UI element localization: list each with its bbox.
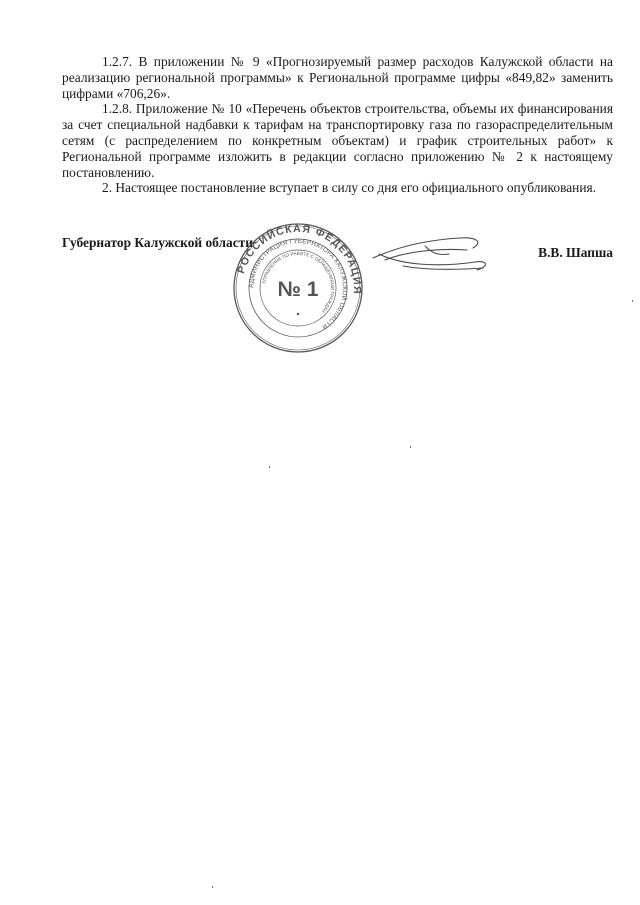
handwritten-signature	[365, 228, 495, 278]
paragraph-1-2-8: 1.2.8. Приложение № 10 «Перечень объектов строительства, объемы их финансирования за счет специальной надбавки к тарифам на транспортировку газа по газораспределительным сетям (с распределением по конкретным объектам) и график строительных работ» к Региональной программе изложить в редакции согласно приложению № 2 к настоящему постановлению.	[62, 101, 613, 180]
seal-outer-text: РОССИЙСКАЯ ФЕДЕРАЦИЯ	[235, 222, 364, 296]
official-seal	[232, 222, 364, 354]
scan-speck	[410, 446, 411, 448]
seal-number: № 1	[277, 278, 319, 301]
document-body	[62, 54, 613, 196]
seal-inner-text: УПРАВЛЕНИЕ ПО РАБОТЕ С ОБРАЩЕНИЯМИ ГРАЖДАН	[261, 250, 336, 314]
seal-inner-ring-text: АДМИНИСТРАЦИЯ ГУБЕРНАТОРА КАЛУЖСКОЙ ОБЛАСТИ	[247, 237, 349, 331]
scan-speck	[269, 466, 270, 468]
scan-speck	[632, 300, 633, 302]
paragraph-2: 2. Настоящее постановление вступает в силу со дня его официального опубликования.	[102, 180, 596, 196]
signer-title: Губернатор Калужской области	[62, 235, 253, 250]
paragraph-1-2-7: 1.2.7. В приложении № 9 «Прогнозируемый размер расходов Калужской области на реализацию региональной программы» к Региональной программе цифры «849,82» заменить цифрами «706,26».	[62, 54, 613, 101]
signer-name: В.В. Шапша	[538, 245, 613, 260]
scan-speck	[212, 886, 213, 888]
